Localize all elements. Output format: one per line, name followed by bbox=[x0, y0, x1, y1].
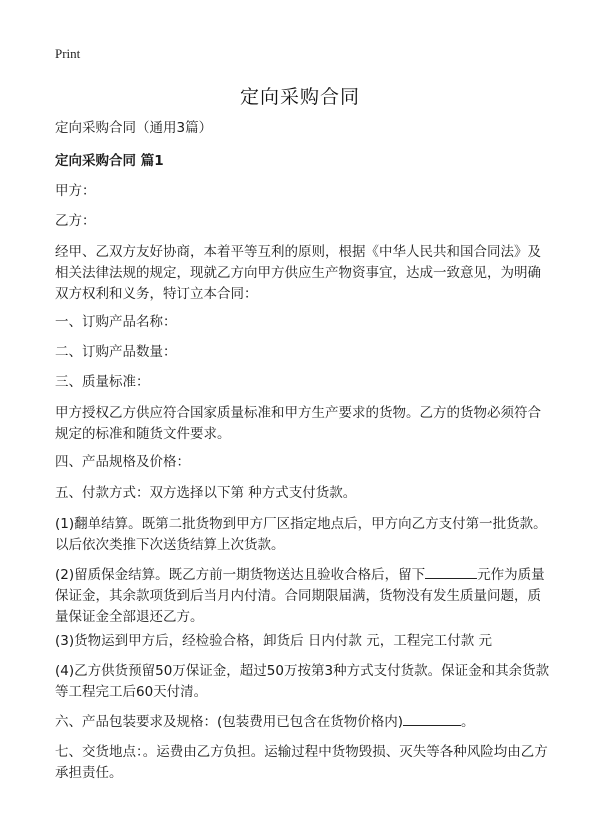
deposit-amount-blank bbox=[425, 564, 477, 579]
quality-paragraph: 甲方授权乙方供应符合国家质量标准和甲方生产要求的货物。乙方的货物必须符合规定的标准和随货文件要求。 bbox=[55, 405, 541, 442]
party-b-line: 乙方： bbox=[55, 213, 96, 229]
party-a-line: 甲方： bbox=[55, 183, 96, 199]
clause-6-text: 六、产品包装要求及规格：(包装费用已包含在货物价格内) bbox=[55, 714, 404, 730]
packaging-blank bbox=[403, 711, 461, 726]
clause-3-quality-standard: 三、质量标准： bbox=[55, 374, 150, 390]
page-title: 定向采购合同 bbox=[239, 86, 360, 108]
payment-option-4: (4)乙方供货预留50万保证金，超过50万按第3种方式支付货款。保证金和其余货款等工程完工后60天付清。 bbox=[55, 663, 550, 700]
clause-6-packaging bbox=[55, 711, 553, 733]
section-heading: 定向采购合同 篇1 bbox=[55, 153, 164, 169]
payment-option-3: (3)货物运到甲方后，经检验合格，卸货后 日内付款 元，工程完工付款 元 bbox=[55, 633, 492, 649]
clause-7-delivery: 七、交货地点：。运费由乙方负担。运输过程中货物毁损、灭失等各种风险均由乙方承担责任。 bbox=[55, 744, 548, 781]
document-subtitle: 定向采购合同（通用3篇） bbox=[55, 120, 213, 136]
payment-option-2 bbox=[55, 564, 553, 628]
payment-option-2-text-end: 元作为质量保证金，其余款项货到后当月内付清。合同期限届满，货物没有发生质量问题，质量保证金全部退还乙方。 bbox=[55, 567, 545, 625]
print-label: Print bbox=[55, 46, 81, 61]
clause-1-product-name: 一、订购产品名称： bbox=[55, 314, 177, 330]
payment-option-2-text-start: (2)留质保金结算。既乙方前一期货物送达且验收合格后，留下 bbox=[55, 567, 426, 583]
clause-2-product-quantity: 二、订购产品数量： bbox=[55, 344, 177, 360]
clause-4-spec-price: 四、产品规格及价格： bbox=[55, 454, 190, 470]
clause-6-period: 。 bbox=[461, 714, 475, 730]
payment-option-1: (1)翻单结算。既第二批货物到甲方厂区指定地点后，甲方向乙方支付第一批货款。以后依次类推下次送货结算上次货款。 bbox=[55, 516, 547, 553]
intro-paragraph: 经甲、乙双方友好协商，本着平等互利的原则，根据《中华人民共和国合同法》及相关法律法规的规定，现就乙方向甲方供应生产物资事宜，达成一致意见，为明确双方权利和义务，特订立本合同： bbox=[55, 244, 541, 302]
clause-5-payment-method: 五、付款方式：双方选择以下第 种方式支付货款。 bbox=[55, 485, 357, 501]
